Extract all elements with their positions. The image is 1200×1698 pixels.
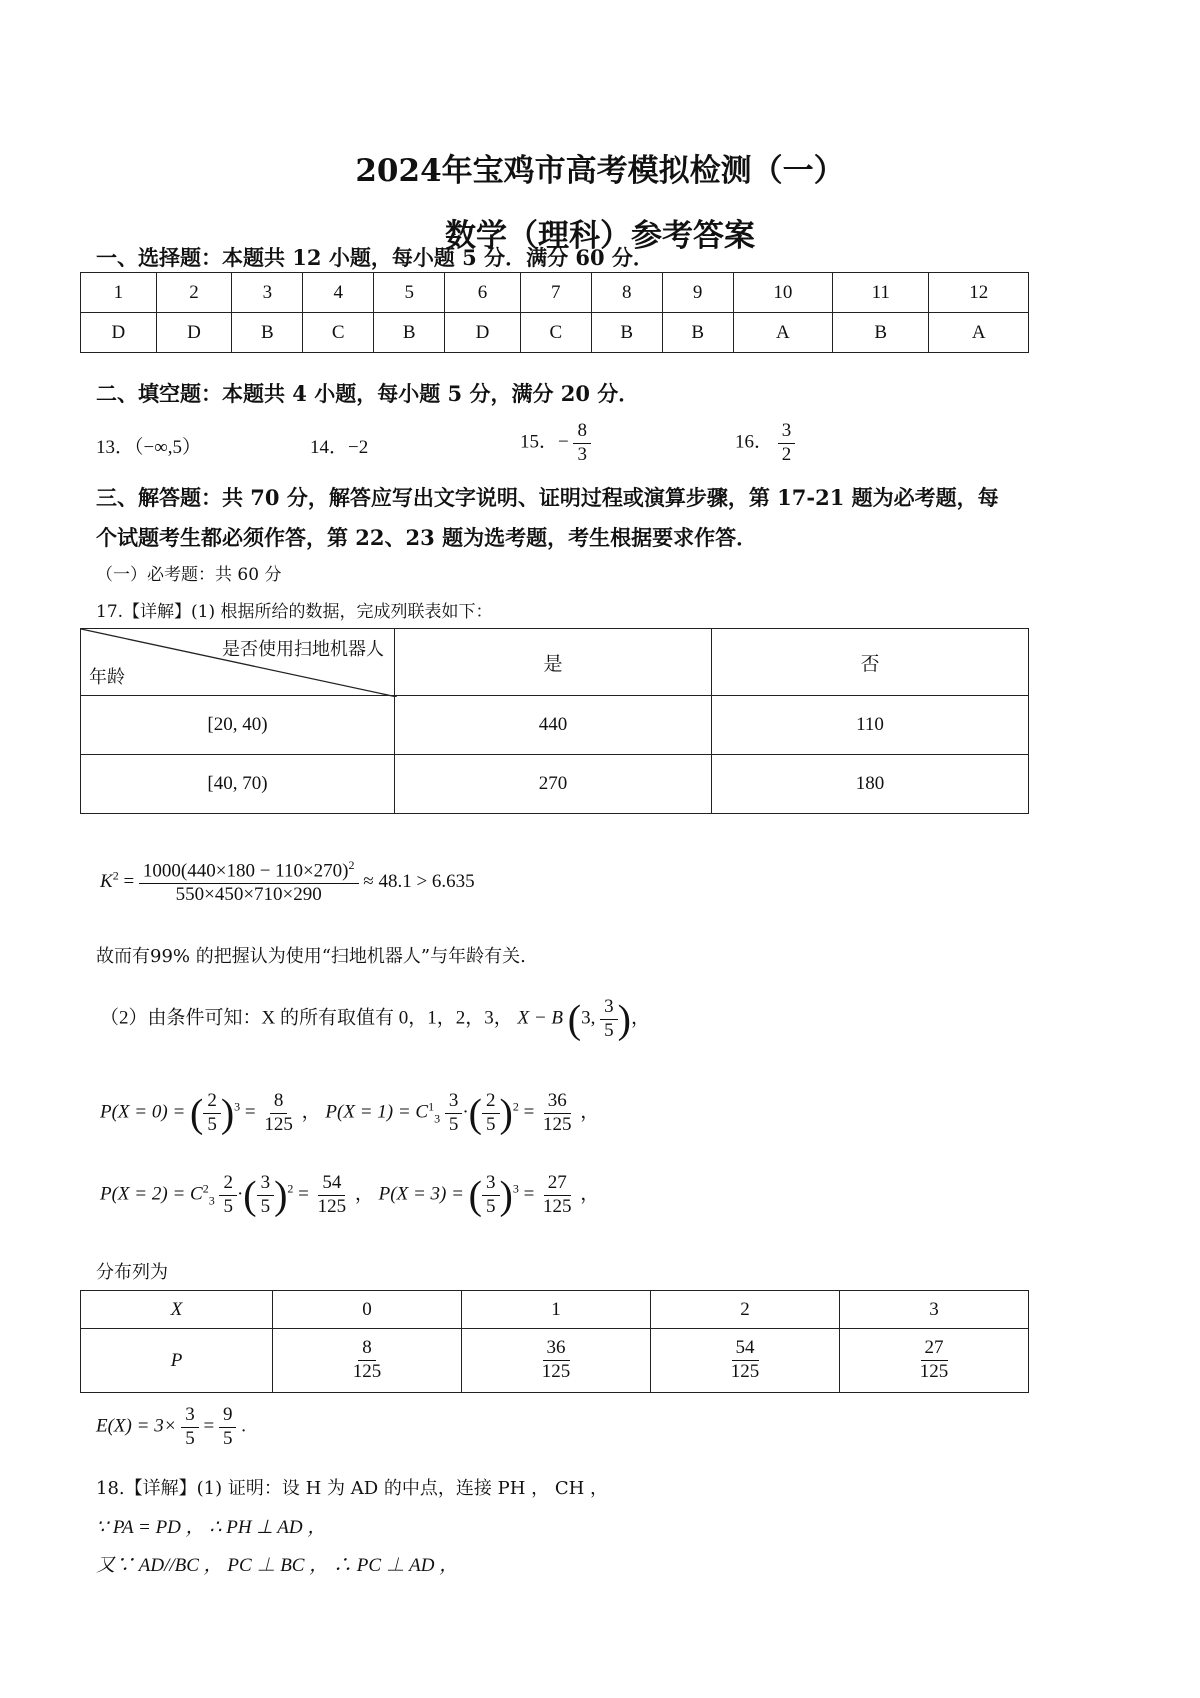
fraction-denominator: 125 bbox=[919, 1361, 949, 1382]
answer-letter: C bbox=[520, 313, 591, 353]
q17-intro: 17.【详解】(1) 根据所给的数据，完成列联表如下： bbox=[96, 602, 493, 622]
q18-line2: ∵ PA = PD ， ∴ PH ⊥ AD ， bbox=[96, 1517, 327, 1538]
answer-14: 14．−2 bbox=[310, 437, 369, 458]
expectation-lhs: E(X) = 3× bbox=[96, 1415, 177, 1437]
x-value: 2 bbox=[651, 1291, 840, 1329]
p0-label: P(X = 0) = bbox=[100, 1101, 186, 1123]
p-value bbox=[462, 1329, 651, 1393]
answer-letter: A bbox=[733, 313, 832, 353]
answer-number: 7 bbox=[520, 273, 591, 313]
k-squared-formula: $K^2$ = $\frac{1000(440\times 180 - 110\times 270)^2}{550\times 450\times 710\times 290}$ ≈ 48.1 > 6.635 bbox=[100, 858, 475, 906]
table-row bbox=[81, 696, 1029, 755]
answer-number: 8 bbox=[591, 273, 662, 313]
fraction-numerator: $1000(440\times 180 - 110\times 270)^2$ bbox=[139, 858, 359, 884]
x-header: X bbox=[81, 1291, 273, 1329]
q17-conclusion: 故而有99% 的把握认为使用“扫地机器人”与年龄有关. bbox=[96, 946, 526, 967]
fraction-denominator: 550×450×710×290 bbox=[175, 884, 322, 906]
answer-letter: B bbox=[591, 313, 662, 353]
cell-yes: 270 bbox=[395, 755, 712, 814]
answer-letter: B bbox=[662, 313, 733, 353]
cell-no: 110 bbox=[711, 696, 1028, 755]
p3-label: P(X = 3) = bbox=[378, 1183, 464, 1205]
contingency-table bbox=[80, 628, 1029, 814]
fraction-numerator: 8 bbox=[358, 1337, 376, 1361]
answer-16-fraction bbox=[778, 420, 796, 467]
q18-line1: 18.【详解】(1) 证明：设 H 为 AD 的中点，连接 PH ， CH ， bbox=[96, 1478, 609, 1499]
section3-subheading: （一）必考题：共 60 分 bbox=[96, 565, 282, 585]
fraction-numerator: 3 bbox=[778, 420, 796, 444]
binomial-label: X − B bbox=[517, 1007, 564, 1029]
answer-16 bbox=[735, 420, 795, 467]
distribution-label: 分布列为 bbox=[96, 1262, 168, 1283]
answer-letter: B bbox=[833, 313, 929, 353]
binomial-p bbox=[600, 996, 618, 1043]
corner-bottom-label: 年龄 bbox=[89, 667, 125, 688]
p-value bbox=[840, 1329, 1029, 1393]
distribution-table bbox=[80, 1290, 1029, 1393]
fraction-numerator: 36 bbox=[543, 1337, 570, 1361]
p-header: P bbox=[81, 1329, 273, 1393]
row-label: [40, 70) bbox=[81, 755, 395, 814]
contingency-header-row bbox=[81, 629, 1029, 696]
page-subtitle: 数学（理科）参考答案 bbox=[445, 218, 755, 254]
fraction-denominator: 5 bbox=[222, 1427, 233, 1449]
q18-line3: 又∵ AD//BC ， PC ⊥ BC ， ∴ PC ⊥ AD ， bbox=[96, 1555, 459, 1576]
fraction-numerator: 9 bbox=[219, 1404, 237, 1428]
fraction-denominator: 125 bbox=[730, 1361, 760, 1382]
expectation-formula: E(X) = 3× $\frac{3}{5}$ = $\frac{9}{5}$ . bbox=[96, 1404, 246, 1449]
answer-letter: B bbox=[232, 313, 303, 353]
fraction-denominator: 125 bbox=[352, 1361, 382, 1382]
fraction-denominator: 2 bbox=[781, 443, 792, 465]
answer-15-label: 15．− bbox=[520, 431, 569, 453]
part2-text: （2）由条件可知：X 的所有取值有 0，1，2，3， bbox=[100, 1007, 513, 1029]
answer-number: 4 bbox=[303, 273, 374, 313]
x-value: 0 bbox=[273, 1291, 462, 1329]
fraction-denominator: 3 bbox=[577, 443, 587, 465]
fraction-denominator: 5 bbox=[185, 1427, 195, 1449]
p2-label: P(X = 2) = C bbox=[100, 1183, 203, 1205]
column-no: 否 bbox=[711, 629, 1028, 696]
section1-heading: 一、选择题：本题共 12 小题，每小题 5 分．满分 60 分． bbox=[96, 245, 654, 270]
row-label: [20, 40) bbox=[81, 696, 395, 755]
probability-line-2: $P(X = 2) = C^2_3$ $\frac{2}{5}$ ·( $\frac{3}{5}$ )$^2$ = $\frac{54}{125}$ ， P(X = 3) = ( $\frac{3}{5}$ )$^3$ = $\frac{27}{125}$ ， bbox=[100, 1172, 600, 1218]
section3-heading-line2: 个试题考生都必须作答，第 22、23 题为选考题，考生根据要求作答． bbox=[96, 525, 758, 550]
answer-number: 3 bbox=[232, 273, 303, 313]
section3-heading-line1: 三、解答题：共 70 分，解答应写出文字说明、证明过程或演算步骤，第 17-21 题为必考题，每 bbox=[96, 485, 999, 510]
distribution-x-row bbox=[81, 1291, 1029, 1329]
k-symbol: K bbox=[100, 870, 113, 892]
cell-yes: 440 bbox=[395, 696, 712, 755]
corner-header-cell bbox=[81, 629, 395, 696]
fraction-numerator: 8 bbox=[573, 420, 591, 444]
fraction-numerator: 54 bbox=[732, 1337, 759, 1361]
p1-label: P(X = 1) = C bbox=[325, 1101, 429, 1123]
table-row bbox=[81, 755, 1029, 814]
answer-number: 11 bbox=[833, 273, 929, 313]
x-value: 1 bbox=[462, 1291, 651, 1329]
fraction-numerator: 3 bbox=[600, 996, 618, 1020]
fraction-numerator: 27 bbox=[921, 1337, 948, 1361]
fraction-denominator: 5 bbox=[604, 1019, 614, 1041]
p-value bbox=[273, 1329, 462, 1393]
answer-number: 1 bbox=[81, 273, 157, 313]
answer-number: 12 bbox=[929, 273, 1029, 313]
answer-letter: D bbox=[445, 313, 521, 353]
answer-16-label: 16． bbox=[735, 431, 774, 453]
cell-no: 180 bbox=[711, 755, 1028, 814]
fraction-numerator: 3 bbox=[181, 1404, 199, 1428]
answer-letter: A bbox=[929, 313, 1029, 353]
answer-letter: D bbox=[81, 313, 157, 353]
answer-number: 10 bbox=[733, 273, 832, 313]
answer-13: 13．（−∞,5） bbox=[96, 437, 202, 458]
answer-letter-row bbox=[81, 313, 1029, 353]
q17-part2-intro: （2）由条件可知：X 的所有取值有 0，1，2，3， X − B (3, $\frac{3}{5}$ )， bbox=[100, 996, 650, 1042]
binomial-n: 3, bbox=[581, 1007, 596, 1029]
choice-answer-table bbox=[80, 272, 1029, 353]
k-numerator-text: 1000(440×180 − 110×270) bbox=[142, 860, 349, 882]
section2-heading: 二、填空题：本题共 4 小题，每小题 5 分，满分 20 分． bbox=[96, 381, 640, 406]
answer-letter: C bbox=[303, 313, 374, 353]
probability-line-1: P(X = 0) = ( $\frac{2}{5}$ )$^3$ = $\frac{8}{125}$ ， $P(X = 1) = C^1_3$ $\frac{3}{5}$ ·( $\frac{2}{5}$ )$^2$ = $\frac{36}{125}$ ， bbox=[100, 1090, 600, 1136]
answer-letter: B bbox=[374, 313, 445, 353]
answer-letter: D bbox=[156, 313, 232, 353]
p-value bbox=[651, 1329, 840, 1393]
x-value: 3 bbox=[840, 1291, 1029, 1329]
answer-15-fraction bbox=[573, 420, 591, 467]
page-title: 2024年宝鸡市高考模拟检测（一） bbox=[355, 153, 845, 189]
corner-top-label: 是否使用扫地机器人 bbox=[222, 639, 384, 660]
answer-number-row bbox=[81, 273, 1029, 313]
column-yes: 是 bbox=[395, 629, 712, 696]
k-squared-fraction bbox=[139, 858, 359, 907]
distribution-p-row bbox=[81, 1329, 1029, 1393]
fraction-denominator: 125 bbox=[541, 1361, 571, 1382]
answer-number: 2 bbox=[156, 273, 232, 313]
k-squared-result: ≈ 48.1 > 6.635 bbox=[363, 870, 475, 892]
answer-number: 6 bbox=[445, 273, 521, 313]
answer-number: 5 bbox=[374, 273, 445, 313]
answer-number: 9 bbox=[662, 273, 733, 313]
answer-15 bbox=[520, 420, 591, 467]
